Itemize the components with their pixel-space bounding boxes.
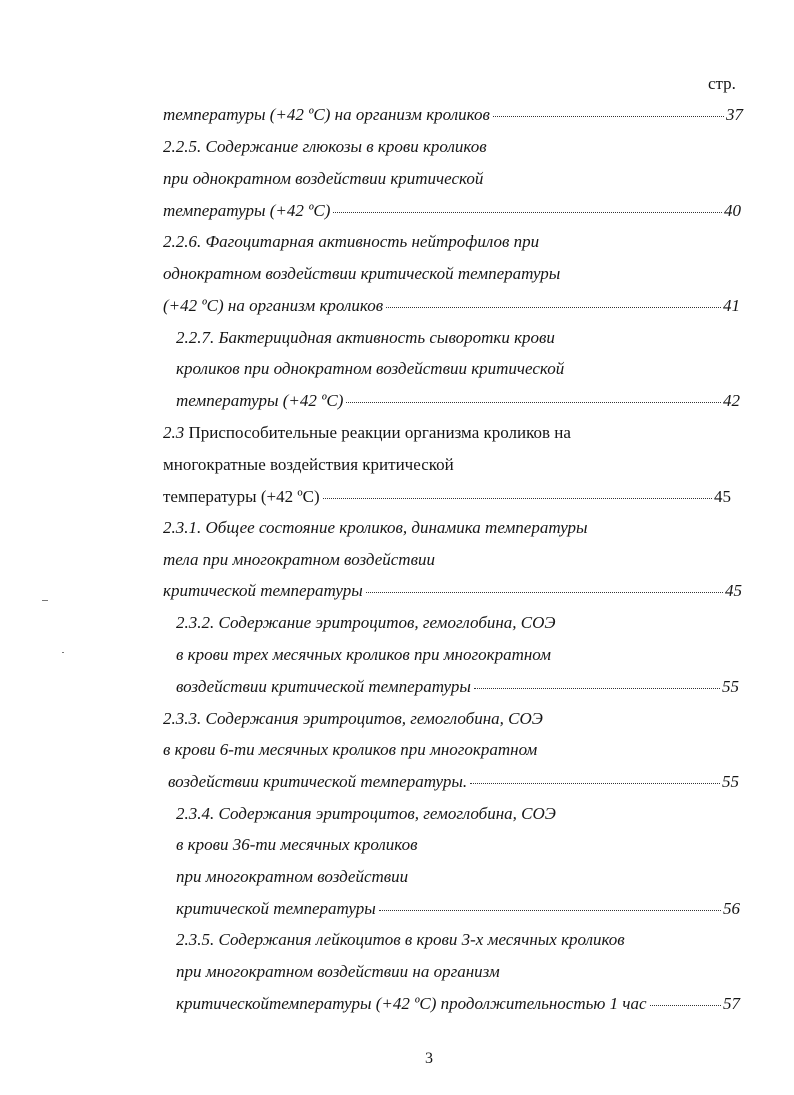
dot-leader [493,116,724,117]
page-number: 3 [425,1050,433,1067]
toc-entry [176,898,740,920]
toc-entry-page: 57 [723,994,740,1013]
scan-artifact [62,652,64,653]
toc-entry [176,390,740,412]
dot-leader [333,212,722,213]
dot-leader [474,688,720,689]
toc-entry-text: температуры (+42 ºС) [163,201,331,220]
toc-entry [176,803,556,825]
toc-entry [176,644,551,666]
toc-entry [168,771,739,793]
toc-entry [176,612,556,634]
toc-entry-text: в крови 36-ти месячных кроликов [176,835,418,854]
toc-entry-text: критической температуры [163,581,363,600]
toc-entry-text: воздействии критической температуры [176,677,471,696]
toc-entry-text: 2.3.1. Общее состояние кроликов, динамика температуры [163,518,588,537]
toc-entry-page: 41 [723,296,740,315]
toc-entry [163,454,454,476]
toc-entry [163,104,743,126]
toc-entry [163,231,539,253]
toc-entry-text: воздействии критической температуры. [168,772,468,791]
toc-entry [176,993,740,1015]
toc-entry-text: многократные воздействия критической [163,455,454,474]
toc-entry-text: критическойтемпературы (+42 ºС) продолжительностью 1 час [176,994,647,1013]
toc-entry [176,961,500,983]
toc-entry-text: (+42 ºС) на организм кроликов [163,296,384,315]
scan-artifact [42,600,48,601]
dot-leader [470,783,720,784]
toc-entry-text: температуры (+42 ºС) на организм кроликов [163,105,490,124]
toc-entry-text: 2.3.2. Содержание эритроцитов, гемоглобина, СОЭ [176,613,556,632]
dot-leader [379,910,721,911]
dot-leader [323,498,712,499]
toc-entry-text: при многократном воздействии на организм [176,962,500,981]
toc-entry-text: при однократном воздействии критической [163,169,484,188]
toc-entry-text: кроликов при однократном воздействии критической [176,359,565,378]
toc-entry-text: тела при многократном воздействии [163,550,435,569]
toc-entry [176,676,739,698]
toc-entry-text: 2.3.5. Содержания лейкоцитов в крови 3-х месячных кроликов [176,930,625,949]
toc-entry [163,422,571,444]
toc-entry-text: в крови 6-ти месячных кроликов при многократном [163,740,538,759]
toc-entry-page: 40 [724,201,741,220]
toc-entry-text: температуры (+42 ºС) [163,487,320,506]
toc-entry-page: 45 [714,487,731,506]
page-column-label: стр. [708,74,736,93]
toc-entry-page: 56 [723,899,740,918]
toc-entry-page: 37 [726,105,743,124]
toc-entry [176,358,564,380]
toc-entry-text: 2.3.3. Содержания эритроцитов, гемоглобина, СОЭ [163,709,543,728]
dot-leader [346,402,721,403]
toc-entry-page: 42 [723,391,740,410]
toc-entry [163,708,543,730]
toc-entry [163,739,537,761]
toc-entry-page: 45 [725,581,742,600]
toc-entry-text: однократном воздействии критической температуры [163,264,561,283]
toc-entry [163,136,487,158]
dot-leader [366,592,723,593]
toc-entry-text: в крови трех месячных кроликов при многократном [176,645,551,664]
toc-entry [163,263,560,285]
toc-entry-text: 2.3.4. Содержания эритроцитов, гемоглобина, СОЭ [176,804,556,823]
toc-entry-text: 2.2.7. Бактерицидная активность сыворотки крови [176,328,555,347]
dot-leader [386,307,721,308]
dot-leader [650,1005,721,1006]
toc-entry [163,486,731,508]
toc-entry [176,834,418,856]
toc-entry [163,200,741,222]
toc-entry [163,295,740,317]
toc-entry-page: 55 [722,772,739,791]
toc-entry-page: 55 [722,677,739,696]
toc-entry-text: 2.2.5. Содержание глюкозы в крови кроликов [163,137,487,156]
toc-entry [163,580,742,602]
toc-entry [163,517,588,539]
toc-entry [163,549,435,571]
toc-section-number: 2.3 [163,423,185,442]
toc-entry [176,866,408,888]
toc-entry-text: температуры (+42 ºС) [176,391,344,410]
toc-entry [176,327,555,349]
toc-entry [163,168,483,190]
toc-entry [176,929,625,951]
toc-entry-text: 2.2.6. Фагоцитарная активность нейтрофилов при [163,232,540,251]
toc-entry-text: при многократном воздействии [176,867,409,886]
toc-entry-text: критической температуры [176,899,376,918]
toc-entry-text: Приспособительные реакции организма кроликов на [184,423,571,442]
